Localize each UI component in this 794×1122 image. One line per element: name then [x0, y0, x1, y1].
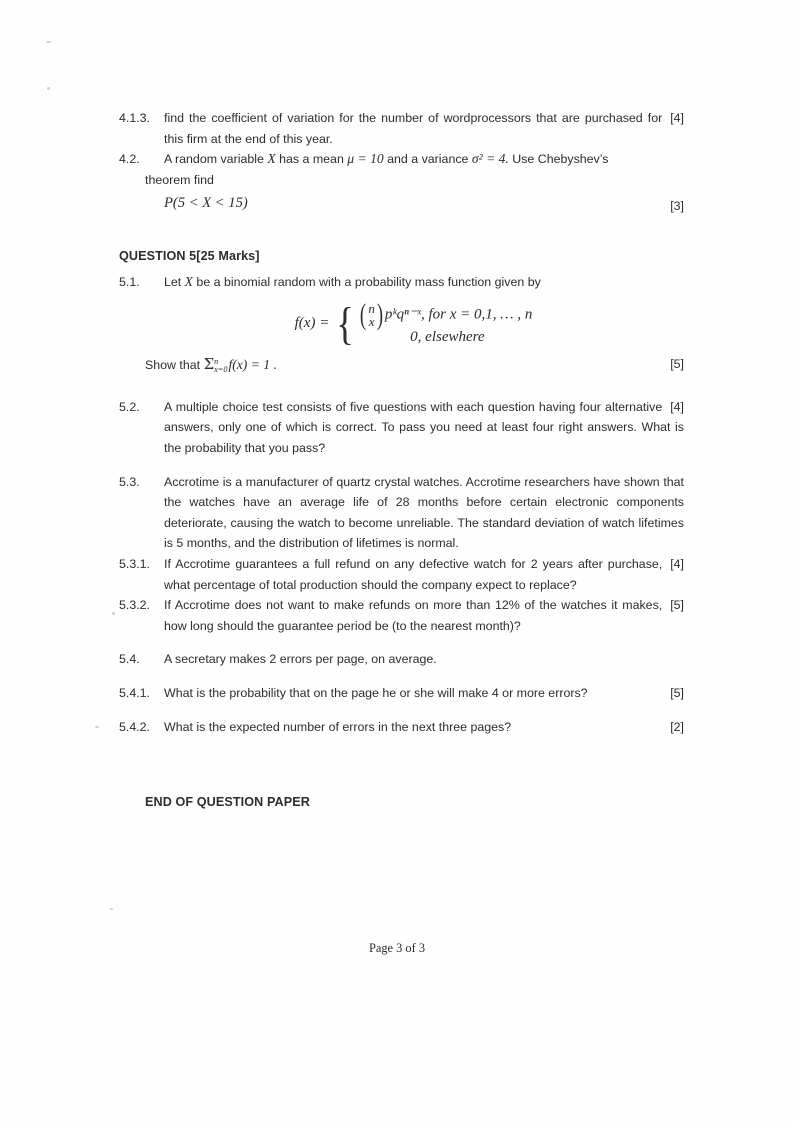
item-text-mid2: and a variance	[387, 152, 469, 167]
item-number: 5.4.2.	[119, 719, 151, 734]
sigma-icon: Σ	[203, 355, 215, 374]
item-number: 4.1.3.	[119, 111, 151, 125]
formula-lhs: f(x) =	[294, 315, 330, 332]
item-text: A secretary makes 2 errors per page, on average.	[164, 652, 437, 667]
binom-bottom: x	[368, 313, 375, 329]
binom-top: n	[368, 300, 375, 316]
marks-badge: [5]	[670, 598, 684, 613]
item-text: A multiple choice test consists of five questions with each question having four alternative answers, only one of which is correct. To pass you need at least four right answers. What is the probability that you pass?	[164, 399, 684, 455]
question-item-5-1: 5.1. Let X be a binomial random with a probability mass function given by	[119, 272, 684, 293]
question-5-1-show-that	[119, 354, 684, 376]
marks-badge: [3]	[670, 199, 684, 214]
question-item-5-4	[119, 649, 684, 670]
formula-case-2: 0, elsewhere	[410, 328, 485, 345]
sum-lower-limit: x=0	[214, 364, 228, 374]
item-number: 5.3.2.	[119, 598, 151, 613]
page-footer	[0, 941, 794, 956]
mean-expression: μ = 10	[347, 151, 384, 167]
end-of-paper-note: END OF QUESTION PAPER	[145, 795, 310, 810]
item-number: 5.4.	[119, 652, 140, 667]
question-item-4-1-3	[119, 108, 684, 149]
sum-upper-limit: n	[214, 357, 219, 367]
marks-badge: [5]	[670, 685, 684, 700]
question-4-2-display-math	[119, 190, 684, 216]
left-brace-icon: {	[336, 298, 355, 350]
item-text-mid: has a mean	[279, 152, 344, 167]
item-text: find the coefficient of variation for the number of wordprocessors that are purchased for this firm at the end of this year.	[164, 111, 663, 146]
probability-expression: P(5 < X < 15)	[164, 195, 248, 212]
question-5-heading: QUESTION 5[25 Marks]	[119, 249, 260, 264]
scan-speck	[112, 612, 115, 615]
item-text: If Accrotime guarantees a full refund on any defective watch for 2 years after purchase, what percentage of total production should the company expect to replace?	[164, 556, 663, 592]
page-content	[119, 108, 684, 809]
item-text: If Accrotime does not want to make refunds on more than 12% of the watches it makes, how long should the guarantee period be (to the nearest month)?	[164, 598, 663, 633]
sum-body: f(x) = 1 .	[228, 357, 277, 373]
question-4-2-wrapped-line: theorem find	[145, 172, 214, 187]
scan-speck	[46, 41, 51, 43]
random-variable-symbol: X	[267, 151, 276, 167]
formula-case-1	[358, 298, 533, 332]
item-text: Accrotime is a manufacturer of quartz crystal watches. Accrotime researchers have shown that the watches have an average life of 28 months before certain electronic components deteriorate, causing the watch to become unreliable. The standard deviation of watch lifetimes is 5 months, and the distribution of lifetimes is normal.	[164, 474, 684, 551]
pmf-formula	[119, 299, 684, 348]
item-number: 5.3.1.	[119, 556, 151, 571]
variance-expression: σ² = 4.	[471, 151, 509, 167]
binomial-coefficient	[358, 298, 385, 332]
question-item-5-3-1	[119, 554, 684, 595]
item-number: 5.1.	[119, 275, 140, 290]
item-number: 5.4.1.	[119, 685, 151, 700]
left-paren-icon: (	[360, 298, 367, 332]
item-number: 5.3.	[119, 474, 140, 489]
marks-badge: [2]	[670, 719, 684, 734]
item-number: 5.2.	[119, 399, 140, 414]
item-number: 4.2.	[119, 152, 140, 167]
scan-speck	[110, 908, 113, 910]
question-item-4-2: 4.2. A random variable X has a mean μ = 10 and a variance σ² = 4. Use Chebyshev’s	[119, 149, 684, 170]
formula-case-1-rest: pᵏqⁿ⁻ˣ, for x = 0,1, … , n	[384, 306, 533, 323]
show-that-label: Show that	[145, 358, 201, 373]
scan-speck	[95, 726, 99, 728]
marks-badge: [4]	[670, 399, 684, 414]
question-item-5-3-2	[119, 595, 684, 636]
item-text: What is the probability that on the page he or she will make 4 or more errors?	[164, 685, 588, 700]
summation-expression	[204, 357, 277, 372]
question-item-5-4-2	[119, 717, 684, 738]
question-item-5-2	[119, 397, 684, 459]
marks-badge: [4]	[670, 556, 684, 571]
item-text-before: A random variable	[164, 152, 264, 167]
question-item-5-3	[119, 472, 684, 554]
item-text: What is the expected number of errors in the next three pages?	[164, 719, 512, 734]
marks-badge: [5]	[670, 357, 684, 372]
page-number-text: Page 3 of 3	[368, 941, 426, 955]
question-item-5-4-1	[119, 683, 684, 704]
marks-badge: [4]	[670, 111, 684, 125]
scan-speck	[47, 87, 50, 90]
right-paren-icon: )	[376, 298, 384, 332]
random-variable-symbol: X	[184, 274, 193, 290]
